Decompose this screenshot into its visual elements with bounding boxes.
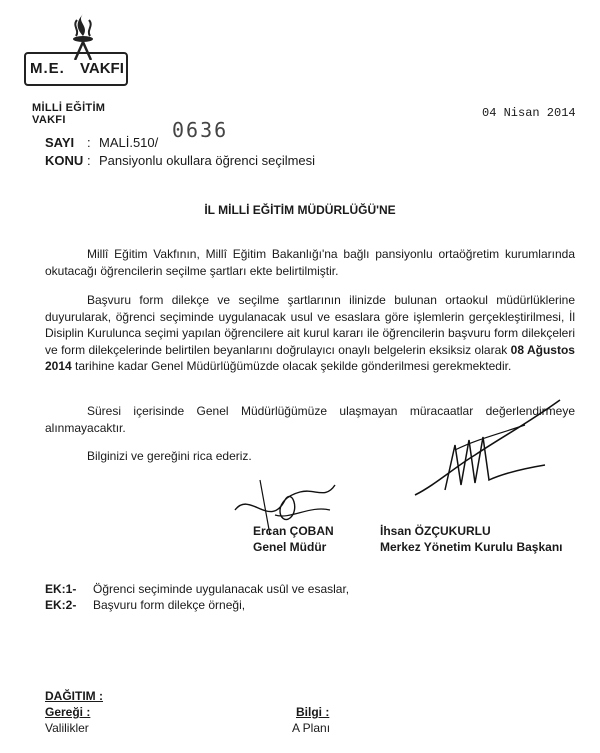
sayi-value: MALİ.510/ bbox=[99, 135, 159, 150]
konu-row: KONU : Pansiyonlu okullara öğrenci seçilmesi bbox=[45, 153, 316, 168]
bilgi-label: Bilgi : bbox=[296, 705, 330, 719]
logo-vakfi-text: VAKFI bbox=[80, 60, 124, 77]
attachment-1 bbox=[45, 582, 349, 596]
attachment-1-key: EK:1- bbox=[45, 582, 77, 596]
paragraph-2 bbox=[45, 292, 575, 375]
attachment-2-text: Başvuru form dilekçe örneği, bbox=[93, 598, 246, 612]
paragraph-2-text-b: tarihine kadar Genel Müdürlüğümüzde olacak şekilde gönderilmesi gerekmektedir. bbox=[75, 359, 512, 373]
deadline-date: 08 Ağustos 2014 bbox=[45, 342, 575, 373]
signatory-right-name: İhsan ÖZÇUKURLU bbox=[380, 524, 491, 538]
signatory-left-name: Ercan ÇOBAN bbox=[253, 524, 334, 538]
logo-me-text: M.E. bbox=[30, 60, 65, 77]
reference-number-stamp: 0636 bbox=[172, 118, 229, 142]
paragraph-4-text: Bilginizi ve gereğini rica ederiz. bbox=[87, 449, 252, 463]
addressee-heading: İL MİLLİ EĞİTİM MÜDÜRLÜĞÜ'NE bbox=[204, 203, 396, 217]
attachment-1-text: Öğrenci seçiminde uygulanacak usûl ve esaslar, bbox=[93, 582, 350, 596]
signatory-left bbox=[253, 523, 334, 555]
konu-label: KONU bbox=[45, 153, 84, 168]
logo-subtitle: MİLLİ EĞİTİM VAKFI bbox=[32, 102, 106, 126]
signatory-right bbox=[380, 523, 563, 555]
paragraph-2-text-a: Başvuru form dilekçe ve seçilme şartlarının ilinizde bulunan ortaokul müdürlüklerine duyurularak, öğrenci seçiminde uygulanacak usul ve esaslara göre işlemlerin gerçekleştirilmesi, İl Disiplin Kurulunca seçimi yapılan öğrencilere ait kurul kararı ile öğrencilerin başvuru form dilekçeleri ve form dilekçelerinde belirtilen beyanlarını doğrulayıcı onaylı belgelerin eksiksiz olarak bbox=[45, 293, 575, 357]
sayi-label: SAYI bbox=[45, 135, 75, 150]
signatory-left-title: Genel Müdür bbox=[253, 540, 327, 554]
right-signature bbox=[395, 395, 565, 505]
attachment-2-key: EK:2- bbox=[45, 598, 77, 612]
foundation-logo bbox=[14, 10, 134, 126]
paragraph-3-text: Süresi içerisinde Genel Müdürlüğümüze ulaşmayan müracaatlar değerlendirmeye alınmayacaktır. bbox=[45, 404, 575, 435]
paragraph-1-text: Millî Eğitim Vakfının, Millî Eğitim Bakanlığı'na bağlı pansiyonlu ortaöğretim kurumlarında okutacağı öğrencilerin seçilme şartları ekte belirtilmiştir. bbox=[45, 247, 575, 278]
gereği-value: Valilikler bbox=[45, 721, 89, 735]
date-stamp: 04 Nisan 2014 bbox=[482, 106, 576, 120]
paragraph-1 bbox=[45, 246, 575, 279]
distribution-title: DAĞITIM : bbox=[45, 689, 103, 703]
gereği-label: Gereği : bbox=[45, 705, 91, 719]
signatory-right-title: Merkez Yönetim Kurulu Başkanı bbox=[380, 540, 563, 554]
bilgi-value: A Planı bbox=[292, 721, 331, 735]
sayi-row: SAYI : MALİ.510/ bbox=[45, 135, 159, 150]
konu-value: Pansiyonlu okullara öğrenci seçilmesi bbox=[99, 153, 316, 168]
attachment-2 bbox=[45, 598, 245, 612]
